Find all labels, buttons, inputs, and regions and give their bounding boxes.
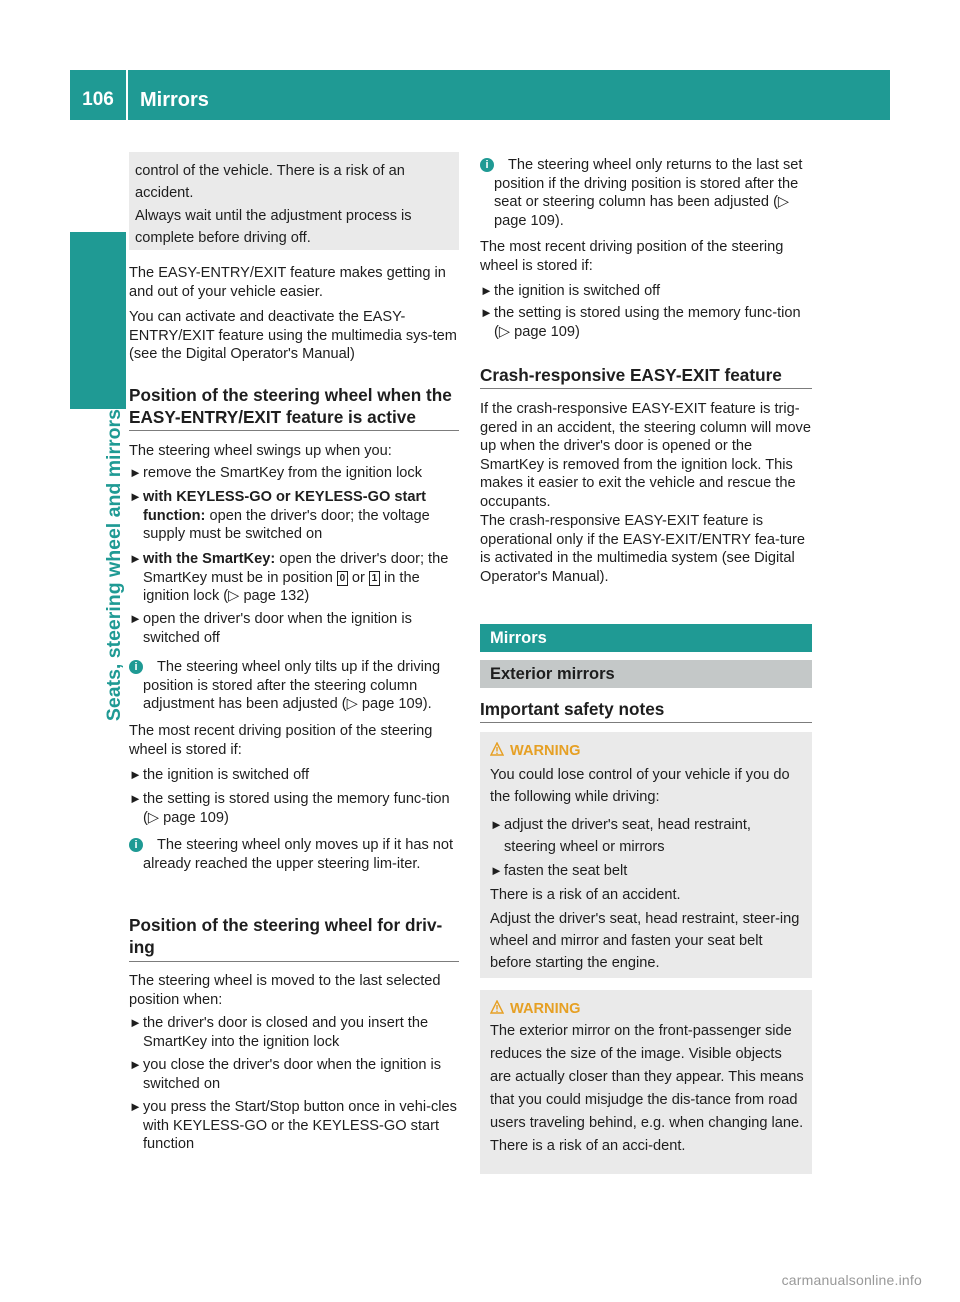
paragraph: The most recent driving position of the steering wheel is stored if: xyxy=(129,723,433,758)
paragraph: The crash-responsive EASY-EXIT feature is operational only if the EASY-EXIT/ENTRY fea-ture is activated in the multimedia system (see Digital Operator's Manual). xyxy=(480,513,806,585)
heading: Position of the steering wheel when the EASY-ENTRY/EXIT feature is active xyxy=(129,385,452,427)
heading: Crash-responsive EASY-EXIT feature xyxy=(480,365,782,385)
key-position-0: 0 xyxy=(337,571,348,586)
list-item-rest: in the ignition lock (▷ page 132) xyxy=(143,569,420,605)
warning-text: Adjust the driver's seat, head restraint, steer-ing wheel and mirror and fasten your seat belt before starting the engine. xyxy=(490,911,800,971)
warning-box xyxy=(480,732,812,978)
side-tab-marker xyxy=(70,232,126,409)
info-icon: i xyxy=(129,838,143,852)
info-note-text: The steering wheel only moves up if it has not already reached the upper steering lim-iter. xyxy=(143,837,454,872)
info-icon: i xyxy=(129,660,143,674)
bullet-marker: ► xyxy=(129,611,142,626)
bullet-marker: ► xyxy=(129,551,142,566)
bullet-marker: ► xyxy=(480,305,493,320)
list-item-rest: open the driver's door; the SmartKey must be in position xyxy=(143,551,449,586)
paragraph: You can activate and deactivate the EASY-ENTRY/EXIT feature using the multimedia sys-tem (see the Digital Operator's Manual) xyxy=(129,309,457,363)
bullet-marker: ► xyxy=(129,465,142,480)
gray-note-text-1: control of the vehicle. There is a risk of an accident. xyxy=(135,163,405,201)
warning-icon xyxy=(490,742,504,756)
gray-note-box xyxy=(129,152,459,250)
heading-rule xyxy=(129,430,459,431)
warning-label: WARNING xyxy=(510,1001,581,1017)
list-item-text: the ignition is switched off xyxy=(494,283,661,299)
paragraph: The steering wheel is moved to the last selected position when: xyxy=(129,973,441,1008)
header-divider xyxy=(126,70,128,120)
side-label xyxy=(70,409,126,1009)
list-item-text: open the driver's door when the ignition is switched off xyxy=(143,611,412,646)
footer-watermark: carmanualsonline.info xyxy=(781,1272,922,1288)
bullet-marker: ► xyxy=(129,791,142,806)
warning-box xyxy=(480,990,812,1174)
page-number: 106 xyxy=(82,89,114,110)
bullet-marker: ► xyxy=(129,1057,142,1072)
warning-text: You could lose control of your vehicle if you do the following while driving: xyxy=(490,767,790,805)
key-position-1: 1 xyxy=(369,571,380,586)
heading-rule xyxy=(129,961,459,962)
paragraph: The steering wheel swings up when you: xyxy=(129,443,392,459)
info-icon: i xyxy=(480,158,494,172)
list-item-text xyxy=(143,488,459,544)
heading-rule xyxy=(480,388,812,389)
section-bar xyxy=(480,624,812,652)
info-note-text: The steering wheel only tilts up if the driving position is stored after the steering column adjustment has been adjusted (▷ page 109). xyxy=(143,659,441,713)
bullet-marker: ► xyxy=(480,283,493,298)
list-item-text: the setting is stored using the memory func-tion (▷ page 109) xyxy=(143,791,450,826)
subsection-title: Exterior mirrors xyxy=(490,665,615,683)
list-item-text: remove the SmartKey from the ignition lock xyxy=(143,465,423,481)
list-item-rest: open the driver's door; the voltage supply must be switched on xyxy=(143,507,430,543)
heading: Important safety notes xyxy=(480,699,665,719)
list-item-text: the setting is stored using the memory func-tion (▷ page 109) xyxy=(494,305,801,340)
warning-text: The exterior mirror on the front-passenger side reduces the size of the image. Visible objects are actually closer than they appear. This means that you could misjudge the dis-tance from road users traveling behind, e.g. when changing lane. There is a risk of an acci-dent. xyxy=(490,1023,804,1154)
warning-icon xyxy=(490,1000,504,1014)
list-item-text: adjust the driver's seat, head restraint, steering wheel or mirrors xyxy=(504,817,751,855)
paragraph: If the crash-responsive EASY-EXIT feature is trig-gered in an accident, the steering column will move up when the driver's door is opened or the SmartKey is removed from the ignition lock. This makes it easier to exit the vehicle and rescue the occupants. xyxy=(480,401,811,510)
warning-label: WARNING xyxy=(510,743,581,759)
section-title: Mirrors xyxy=(490,629,547,647)
list-item-bold: with the SmartKey: xyxy=(143,551,276,567)
paragraph: The most recent driving position of the steering wheel is stored if: xyxy=(480,239,784,274)
bullet-marker: ► xyxy=(129,489,142,504)
bullet-marker: ► xyxy=(490,863,503,878)
list-item-text: the ignition is switched off xyxy=(143,767,310,783)
page-title: Mirrors xyxy=(140,89,209,111)
info-note-text: The steering wheel only returns to the last set position if the driving position is stored after the seat or steering column has been adjusted (▷ page 109). xyxy=(494,157,803,229)
list-item-text: you press the Start/Stop button once in vehi-cles with KEYLESS-GO or the KEYLESS-GO start function xyxy=(143,1099,457,1153)
list-item-text: you close the driver's door when the ignition is switched on xyxy=(143,1057,442,1092)
subsection-bar xyxy=(480,660,812,688)
list-item-or: or xyxy=(347,569,369,586)
bullet-marker: ► xyxy=(129,767,142,782)
paragraph: The EASY-ENTRY/EXIT feature makes getting in and out of your vehicle easier. xyxy=(129,265,446,300)
bullet-marker: ► xyxy=(129,1099,142,1114)
warning-text: There is a risk of an accident. xyxy=(490,887,681,903)
list-item-text: fasten the seat belt xyxy=(504,863,628,879)
bullet-marker: ► xyxy=(490,817,503,832)
list-item-text: the driver's door is closed and you insert the SmartKey into the ignition lock xyxy=(143,1015,429,1050)
bullet-marker: ► xyxy=(129,1015,142,1030)
list-item-text xyxy=(143,550,459,606)
gray-note-text-2: Always wait until the adjustment process is complete before driving off. xyxy=(135,208,412,246)
heading: Position of the steering wheel for driv-ing xyxy=(129,915,443,957)
heading-rule xyxy=(480,722,812,723)
list-item-bold: with KEYLESS-GO or KEYLESS-GO start function: xyxy=(143,489,426,524)
side-label-text: Seats, steering wheel and mirrors xyxy=(103,409,125,722)
